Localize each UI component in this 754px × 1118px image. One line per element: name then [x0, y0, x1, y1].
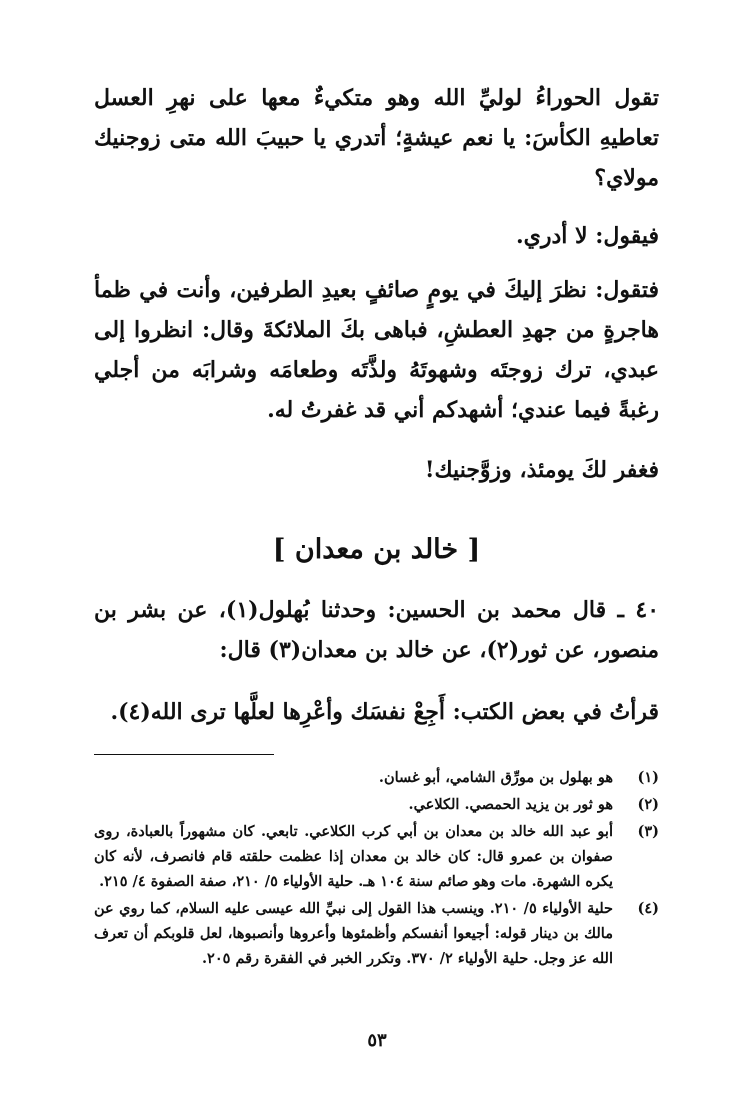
footnote-number: (٤): [637, 900, 659, 917]
paragraph-houri-speech: تقول الحوراءُ لوليِّ الله وهو متكيءٌ معها على نهرِ العسل تعاطيهِ الكأسَ: يا نعم عيشةٍ؛ أتدري يا حبيبَ الله متى زوجنيك مولاي؟: [94, 85, 659, 191]
footnote-divider: [94, 754, 274, 755]
paragraph-quote: قرأتُ في بعض الكتب: أَجِعْ نفسَك وأعْرِها لعلَّها ترى الله(٤).: [110, 699, 659, 725]
footnote: [94, 819, 659, 894]
paragraph-houri-answer: فتقول: نظرَ إليكَ في يومٍ صائفٍ بعيدِ الطرفين، وأنت في ظمأ هاجرةٍ من جهدِ العطشِ، فباهى بكَ الملائكةَ وقال: انظروا إلى عبدي، ترك زوجتَه وشهوتَهُ ولذَّتَه وطعامَه وشرابَه من أجلي رغبةً فيما عندي؛ أشهدكم أني قد غفرتُ له.: [94, 277, 659, 423]
footnote-number: (٣): [637, 823, 659, 840]
paragraph-isnad: ٤٠ ـ قال محمد بن الحسين: وحدثنا بُهلول(١)، عن بشر بن منصور، عن ثور(٢)، عن خالد بن معدان(٣) قال:: [94, 597, 660, 663]
footnote-text: حلية الأولياء ٥/ ٢١٠. وينسب هذا القول إلى نبيِّ الله عيسى عليه السلام، كما روي عن مالك بن دينار قوله: أجيعوا أنفسكم وأظمئوها وأعروها وأنصبوها، لعل قلوبكم أن تعرف الله عز وجل. حلية الأولياء ٢/ ٣٧٠. وتكرر الخبر في الفقرة رقم ٢٠٥.: [94, 900, 613, 967]
footnote: [94, 896, 659, 971]
footnote-number: (٢): [637, 796, 659, 813]
footnote: [94, 765, 659, 790]
footnote-text: أبو عبد الله خالد بن معدان بن أبي كرب الكلاعي. تابعي. كان مشهوراً بالعبادة، روى صفوان بن عمرو قال: كان خالد بن معدان إذا عظمت حلقته قام فانصرف، لأنه كان يكره الشهرة. مات وهو صائم سنة ١٠٤ هـ. حلية الأولياء ٥/ ٢١٠، صفة الصفوة ٤/ ٢١٥.: [94, 823, 613, 890]
paragraph-forgiven: فغفر لكَ يومئذ، وزوَّجنيك!: [424, 457, 659, 483]
footnote-number: (١): [637, 769, 659, 786]
paragraph-reply: فيقول: لا أدري.: [515, 223, 659, 249]
page-body: [94, 78, 659, 973]
section-heading: [ خالد بن معدان ]: [272, 534, 481, 565]
footnote-text: هو بهلول بن مورِّق الشامي، أبو غسان.: [378, 769, 613, 786]
footnote-text: هو ثور بن يزيد الحمصي. الكلاعي.: [408, 796, 613, 813]
footnote: [94, 792, 659, 817]
page-number: ٥٣: [367, 1030, 387, 1051]
